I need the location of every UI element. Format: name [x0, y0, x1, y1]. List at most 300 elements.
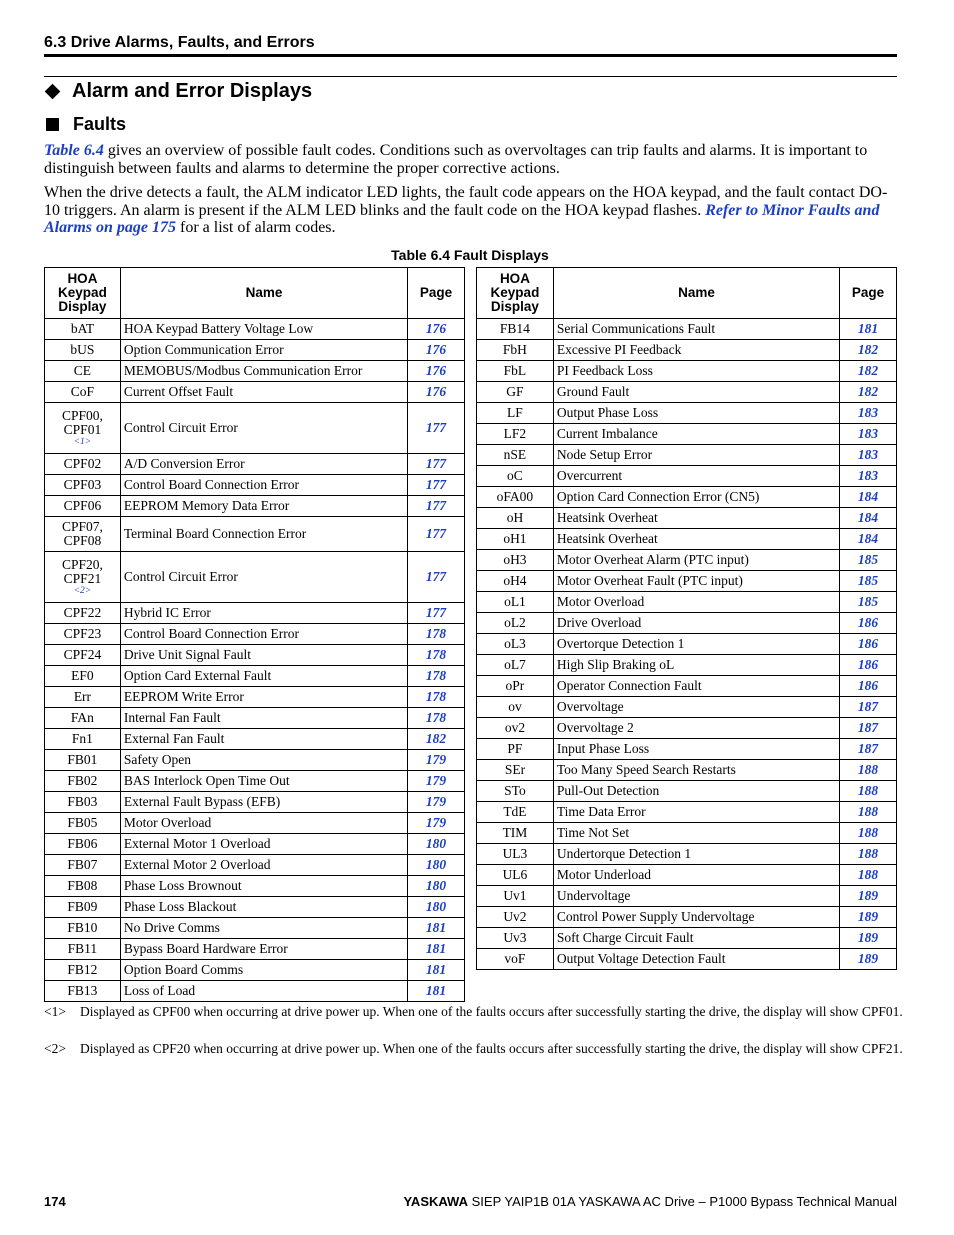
table-row	[45, 729, 465, 750]
fault-name: Control Board Connection Error	[120, 475, 407, 496]
fault-code-text: oH1	[503, 531, 527, 546]
fault-code	[477, 592, 554, 613]
table-row	[477, 655, 897, 676]
fault-name: PI Feedback Loss	[553, 361, 839, 382]
fault-code-text: oH4	[503, 573, 527, 588]
fault-name: Pull-Out Detection	[553, 781, 839, 802]
fault-code-text: ov2	[504, 720, 526, 735]
table-row	[477, 529, 897, 550]
page-link[interactable]: 178	[408, 624, 465, 645]
fault-code-text: oL7	[504, 657, 526, 672]
fault-code-text: Err	[73, 689, 92, 704]
page-link[interactable]: 176	[408, 361, 465, 382]
fault-code	[45, 454, 121, 475]
fault-code-text: GF	[506, 384, 524, 399]
table-row	[45, 361, 465, 382]
fault-code-text: oL1	[504, 594, 526, 609]
page-link[interactable]: 179	[408, 771, 465, 792]
divider-rule	[44, 76, 897, 77]
page-link[interactable]: 186	[840, 676, 897, 697]
table-row	[45, 496, 465, 517]
table-row	[45, 855, 465, 876]
fault-table-left	[44, 267, 465, 1002]
fault-name: Control Board Connection Error	[120, 624, 407, 645]
table-row	[477, 802, 897, 823]
fault-name: Option Card Connection Error (CN5)	[553, 487, 839, 508]
page-link[interactable]: 181	[408, 960, 465, 981]
table-row	[45, 552, 465, 603]
table-row	[477, 739, 897, 760]
fault-code	[45, 708, 121, 729]
footnote-label: <1>	[44, 1004, 66, 1019]
fault-code	[477, 403, 554, 424]
page-link[interactable]: 188	[840, 865, 897, 886]
page-link[interactable]: 188	[840, 760, 897, 781]
fault-code	[477, 466, 554, 487]
page-link[interactable]: 180	[408, 897, 465, 918]
footnote-ref-link[interactable]: <2>	[73, 585, 92, 596]
fault-code	[45, 361, 121, 382]
page-link[interactable]: 179	[408, 813, 465, 834]
page-link[interactable]: 177	[408, 475, 465, 496]
table-row	[477, 781, 897, 802]
fault-code	[477, 361, 554, 382]
fault-code	[477, 718, 554, 739]
footer-title: SIEP YAIP1B 01A YASKAWA AC Drive – P1000 Bypass Technical Manual	[468, 1194, 897, 1209]
page-link[interactable]: 188	[840, 802, 897, 823]
section-title	[44, 80, 312, 103]
page-link[interactable]: 187	[840, 718, 897, 739]
fault-name: Overvoltage 2	[553, 718, 839, 739]
column-header-name: Name	[553, 268, 839, 319]
page-link[interactable]: 186	[840, 634, 897, 655]
subsection-title	[44, 114, 126, 135]
footer-brand: YASKAWA	[403, 1194, 468, 1209]
fault-code-text: oPr	[505, 678, 525, 693]
table-row	[45, 603, 465, 624]
footnote-text: Displayed as CPF00 when occurring at drive power up. When one of the faults occurs after successfully starting the drive, the display will show CPF01.	[80, 1004, 903, 1019]
table-row	[477, 424, 897, 445]
fault-code	[477, 697, 554, 718]
table-body	[45, 319, 465, 1002]
fault-code-text: TIM	[502, 825, 528, 840]
fault-name: Heatsink Overheat	[553, 529, 839, 550]
page-link[interactable]: 179	[408, 750, 465, 771]
fault-name: Motor Underload	[553, 865, 839, 886]
fault-code	[477, 613, 554, 634]
fault-code-text: FB14	[499, 321, 530, 336]
fault-code-text: CPF24	[63, 647, 102, 662]
page-link[interactable]: 186	[840, 613, 897, 634]
page-link[interactable]: 182	[408, 729, 465, 750]
page-link[interactable]: 183	[840, 466, 897, 487]
footnote-label: <2>	[44, 1041, 66, 1056]
table-row	[45, 750, 465, 771]
fault-code	[477, 655, 554, 676]
fault-code-text: LF	[507, 405, 523, 420]
fault-code	[45, 624, 121, 645]
table-row	[45, 687, 465, 708]
table-header-row	[45, 268, 465, 319]
fault-code	[477, 907, 554, 928]
column-header-page: Page	[408, 268, 465, 319]
page-link[interactable]: 183	[840, 403, 897, 424]
page-link[interactable]: 182	[840, 382, 897, 403]
table-row	[477, 676, 897, 697]
fault-name: Current Offset Fault	[120, 382, 407, 403]
fault-code	[45, 918, 121, 939]
fault-code-text: FB09	[67, 899, 98, 914]
fault-code-text: voF	[504, 951, 526, 966]
fault-code	[45, 750, 121, 771]
fault-name: Option Board Comms	[120, 960, 407, 981]
fault-name: Internal Fan Fault	[120, 708, 407, 729]
page-link[interactable]: 187	[840, 739, 897, 760]
detail-tail: for a list of alarm codes.	[176, 219, 336, 236]
page-link[interactable]: 189	[840, 949, 897, 970]
page-link[interactable]: 181	[408, 939, 465, 960]
fault-code	[477, 802, 554, 823]
fault-name: External Motor 2 Overload	[120, 855, 407, 876]
fault-name: Control Circuit Error	[120, 403, 407, 454]
page-link[interactable]: 177	[408, 603, 465, 624]
fault-code	[45, 981, 121, 1002]
table-row	[477, 928, 897, 949]
page-link[interactable]: 184	[840, 508, 897, 529]
fault-name: Too Many Speed Search Restarts	[553, 760, 839, 781]
detail-text: When the drive detects a fault, the ALM indicator LED lights, the fault code appears on the HOA keypad, and the fault contact DO-10 triggers. An alarm is present if the ALM LED blinks and the fault code on the HOA keypad flashes.	[44, 184, 888, 219]
fault-code	[45, 496, 121, 517]
fault-code	[45, 666, 121, 687]
fault-code-text: EF0	[71, 668, 94, 683]
table-row	[477, 466, 897, 487]
page-link[interactable]: 188	[840, 781, 897, 802]
fault-code-text: FB05	[67, 815, 98, 830]
fault-code	[477, 550, 554, 571]
table-row	[45, 645, 465, 666]
intro-paragraph	[44, 142, 900, 177]
fault-name: Node Setup Error	[553, 445, 839, 466]
fault-name: Overtorque Detection 1	[553, 634, 839, 655]
fault-code	[477, 382, 554, 403]
section-header: 6.3 Drive Alarms, Faults, and Errors	[44, 34, 315, 51]
fault-code	[45, 687, 121, 708]
page-link[interactable]: 184	[840, 529, 897, 550]
fault-code	[477, 760, 554, 781]
page-link[interactable]: 176	[408, 319, 465, 340]
page-link[interactable]: 182	[840, 340, 897, 361]
page-link[interactable]: 177	[408, 403, 465, 454]
page-link[interactable]: 188	[840, 844, 897, 865]
page-link[interactable]: 177	[408, 552, 465, 603]
fault-code	[477, 571, 554, 592]
table-row	[477, 592, 897, 613]
fault-code	[477, 865, 554, 886]
page-link[interactable]: 180	[408, 855, 465, 876]
fault-code	[45, 960, 121, 981]
fault-code	[45, 729, 121, 750]
subtitle: Faults	[73, 114, 127, 134]
fault-code	[477, 886, 554, 907]
header-rule	[44, 54, 897, 57]
fault-code-text: FbH	[502, 342, 527, 357]
table-row	[477, 844, 897, 865]
fault-name: High Slip Braking oL	[553, 655, 839, 676]
page-link[interactable]: 178	[408, 645, 465, 666]
fault-code	[45, 939, 121, 960]
page-link[interactable]: 185	[840, 550, 897, 571]
fault-name: External Fault Bypass (EFB)	[120, 792, 407, 813]
fault-code	[45, 645, 121, 666]
fault-name: Time Not Set	[553, 823, 839, 844]
fault-code-text: CPF20, CPF21	[61, 556, 103, 586]
footer	[403, 1194, 897, 1209]
table-row	[45, 708, 465, 729]
table-row	[45, 792, 465, 813]
fault-name: No Drive Comms	[120, 918, 407, 939]
table-caption: Table 6.4 Fault Displays	[391, 247, 549, 263]
fault-code-text: CPF22	[63, 605, 102, 620]
minor-faults-link[interactable]: Refer to Minor Faults and Alarms on page 175	[44, 201, 880, 236]
fault-code	[45, 813, 121, 834]
table-row	[477, 613, 897, 634]
table-row	[477, 550, 897, 571]
page-link[interactable]: 188	[840, 823, 897, 844]
fault-code	[477, 949, 554, 970]
fault-code-text: FB08	[67, 878, 98, 893]
table-row	[45, 382, 465, 403]
fault-code	[45, 771, 121, 792]
fault-code-text: Uv1	[503, 888, 527, 903]
fault-code-text: oC	[507, 468, 523, 483]
table-body	[477, 319, 897, 970]
table-row	[477, 508, 897, 529]
page-link[interactable]: 183	[840, 424, 897, 445]
fault-code-text: bAT	[70, 321, 95, 336]
page-link[interactable]: 183	[840, 445, 897, 466]
fault-name: Motor Overload	[120, 813, 407, 834]
table-row	[45, 939, 465, 960]
fault-code-text: FB02	[67, 773, 98, 788]
page-link[interactable]: 179	[408, 792, 465, 813]
fault-code	[477, 508, 554, 529]
table-row	[45, 454, 465, 475]
page-link[interactable]: 182	[840, 361, 897, 382]
fault-name: Operator Connection Fault	[553, 676, 839, 697]
fault-name: A/D Conversion Error	[120, 454, 407, 475]
fault-name: Drive Overload	[553, 613, 839, 634]
fault-name: Input Phase Loss	[553, 739, 839, 760]
fault-code	[477, 340, 554, 361]
fault-code-text: FB07	[67, 857, 98, 872]
page-link[interactable]: 185	[840, 571, 897, 592]
column-header-name: Name	[120, 268, 407, 319]
page-link[interactable]: 177	[408, 454, 465, 475]
page-link[interactable]: 181	[408, 918, 465, 939]
table-row	[477, 634, 897, 655]
page-link[interactable]: 176	[408, 340, 465, 361]
fault-name: EEPROM Memory Data Error	[120, 496, 407, 517]
fault-name: Serial Communications Fault	[553, 319, 839, 340]
page-link[interactable]: 176	[408, 382, 465, 403]
fault-code-text: CoF	[70, 384, 95, 399]
fault-name: Output Phase Loss	[553, 403, 839, 424]
fault-code	[477, 529, 554, 550]
page-link[interactable]: 180	[408, 876, 465, 897]
fault-name: BAS Interlock Open Time Out	[120, 771, 407, 792]
fault-code-text: Fn1	[71, 731, 93, 746]
fault-code	[45, 552, 121, 603]
column-header-code: HOA Keypad Display	[477, 268, 554, 319]
intro-text: gives an overview of possible fault codes. Conditions such as overvoltages can trip faults and alarms. It is important to distinguish between faults and alarms to determine the proper corrective actions.	[44, 142, 868, 177]
table-row	[477, 886, 897, 907]
fault-name: External Fan Fault	[120, 729, 407, 750]
fault-name: Time Data Error	[553, 802, 839, 823]
table-row	[477, 487, 897, 508]
table-row	[45, 340, 465, 361]
fault-code-text: TdE	[503, 804, 527, 819]
fault-code-text: FB12	[67, 962, 98, 977]
table-row	[45, 897, 465, 918]
table-row	[45, 981, 465, 1002]
fault-code	[477, 928, 554, 949]
fault-name: HOA Keypad Battery Voltage Low	[120, 319, 407, 340]
table-row	[45, 771, 465, 792]
fault-code-text: SEr	[504, 762, 526, 777]
column-header-page: Page	[840, 268, 897, 319]
table-row	[45, 960, 465, 981]
fault-name: Option Communication Error	[120, 340, 407, 361]
page-link[interactable]: 177	[408, 496, 465, 517]
footnote-text: Displayed as CPF20 when occurring at drive power up. When one of the faults occurs after successfully starting the drive, the display will show CPF21.	[80, 1041, 903, 1056]
fault-code	[45, 897, 121, 918]
fault-name: External Motor 1 Overload	[120, 834, 407, 855]
fault-code	[477, 319, 554, 340]
fault-code	[45, 603, 121, 624]
fault-name: Drive Unit Signal Fault	[120, 645, 407, 666]
fault-name: Safety Open	[120, 750, 407, 771]
table-row	[45, 834, 465, 855]
table-row	[477, 865, 897, 886]
fault-code	[45, 792, 121, 813]
page-link[interactable]: 177	[408, 517, 465, 552]
page-link[interactable]: 181	[840, 319, 897, 340]
page-link[interactable]: 189	[840, 886, 897, 907]
fault-name: Phase Loss Blackout	[120, 897, 407, 918]
fault-code-text: oH	[506, 510, 524, 525]
fault-code	[45, 340, 121, 361]
fault-name: MEMOBUS/Modbus Communication Error	[120, 361, 407, 382]
page-link[interactable]: 181	[408, 981, 465, 1002]
fault-code-text: FB01	[67, 752, 98, 767]
fault-code-text: FB13	[67, 983, 98, 998]
page-link[interactable]: 180	[408, 834, 465, 855]
table-row	[477, 403, 897, 424]
fault-name: Undertorque Detection 1	[553, 844, 839, 865]
fault-code-text: STo	[504, 783, 526, 798]
fault-code	[45, 403, 121, 454]
table-row	[45, 624, 465, 645]
fault-code-text: nSE	[503, 447, 527, 462]
page-link[interactable]: 178	[408, 687, 465, 708]
page-link[interactable]: 187	[840, 697, 897, 718]
fault-code-text: Uv2	[503, 909, 527, 924]
fault-code-text: UL3	[502, 846, 528, 861]
fault-code-text: bUS	[70, 342, 95, 357]
page-link[interactable]: 185	[840, 592, 897, 613]
fault-code	[477, 823, 554, 844]
fault-code	[477, 634, 554, 655]
page-link[interactable]: 178	[408, 666, 465, 687]
fault-code	[45, 876, 121, 897]
table-row	[477, 760, 897, 781]
table-row	[45, 813, 465, 834]
fault-name: Heatsink Overheat	[553, 508, 839, 529]
fault-code	[45, 319, 121, 340]
fault-name: Overvoltage	[553, 697, 839, 718]
fault-code-text: CPF07, CPF08	[61, 519, 103, 548]
fault-code	[477, 445, 554, 466]
fault-code-text: Uv3	[503, 930, 527, 945]
table-row	[477, 907, 897, 928]
page-link[interactable]: 189	[840, 928, 897, 949]
table-row	[45, 517, 465, 552]
fault-name: EEPROM Write Error	[120, 687, 407, 708]
fault-name: Soft Charge Circuit Fault	[553, 928, 839, 949]
fault-name: Motor Overload	[553, 592, 839, 613]
diamond-bullet-icon	[45, 84, 61, 100]
fault-code-text: CPF02	[63, 456, 102, 471]
fault-name: Undervoltage	[553, 886, 839, 907]
fault-code-text: CPF06	[63, 498, 102, 513]
page-link[interactable]: 186	[840, 655, 897, 676]
page-link[interactable]: 178	[408, 708, 465, 729]
fault-code	[477, 676, 554, 697]
table-header-row	[477, 268, 897, 319]
fault-code-text: oFA00	[496, 489, 534, 504]
fault-code	[477, 424, 554, 445]
fault-code	[45, 834, 121, 855]
table-row	[45, 666, 465, 687]
table-row	[45, 918, 465, 939]
detail-paragraph	[44, 184, 900, 237]
page-link[interactable]: 184	[840, 487, 897, 508]
fault-code	[45, 855, 121, 876]
fault-code-text: FB11	[67, 941, 98, 956]
fault-code	[45, 475, 121, 496]
fault-code-text: PF	[507, 741, 523, 756]
fault-code	[477, 739, 554, 760]
fault-name: Output Voltage Detection Fault	[553, 949, 839, 970]
fault-code-text: FB03	[67, 794, 98, 809]
table-reference-link[interactable]: Table 6.4	[44, 142, 104, 159]
table-row	[477, 697, 897, 718]
fault-code-text: oH3	[503, 552, 527, 567]
fault-code-text: FbL	[503, 363, 527, 378]
fault-code	[45, 382, 121, 403]
table-row	[477, 949, 897, 970]
footnote-ref-link[interactable]: <1>	[73, 436, 92, 447]
fault-name: Bypass Board Hardware Error	[120, 939, 407, 960]
page-link[interactable]: 189	[840, 907, 897, 928]
table-row	[477, 571, 897, 592]
fault-name: Motor Overheat Fault (PTC input)	[553, 571, 839, 592]
fault-code-text: oL3	[504, 636, 526, 651]
table-row	[477, 382, 897, 403]
page-title: Alarm and Error Displays	[72, 80, 313, 102]
fault-code-text: ov	[508, 699, 522, 714]
fault-name: Motor Overheat Alarm (PTC input)	[553, 550, 839, 571]
